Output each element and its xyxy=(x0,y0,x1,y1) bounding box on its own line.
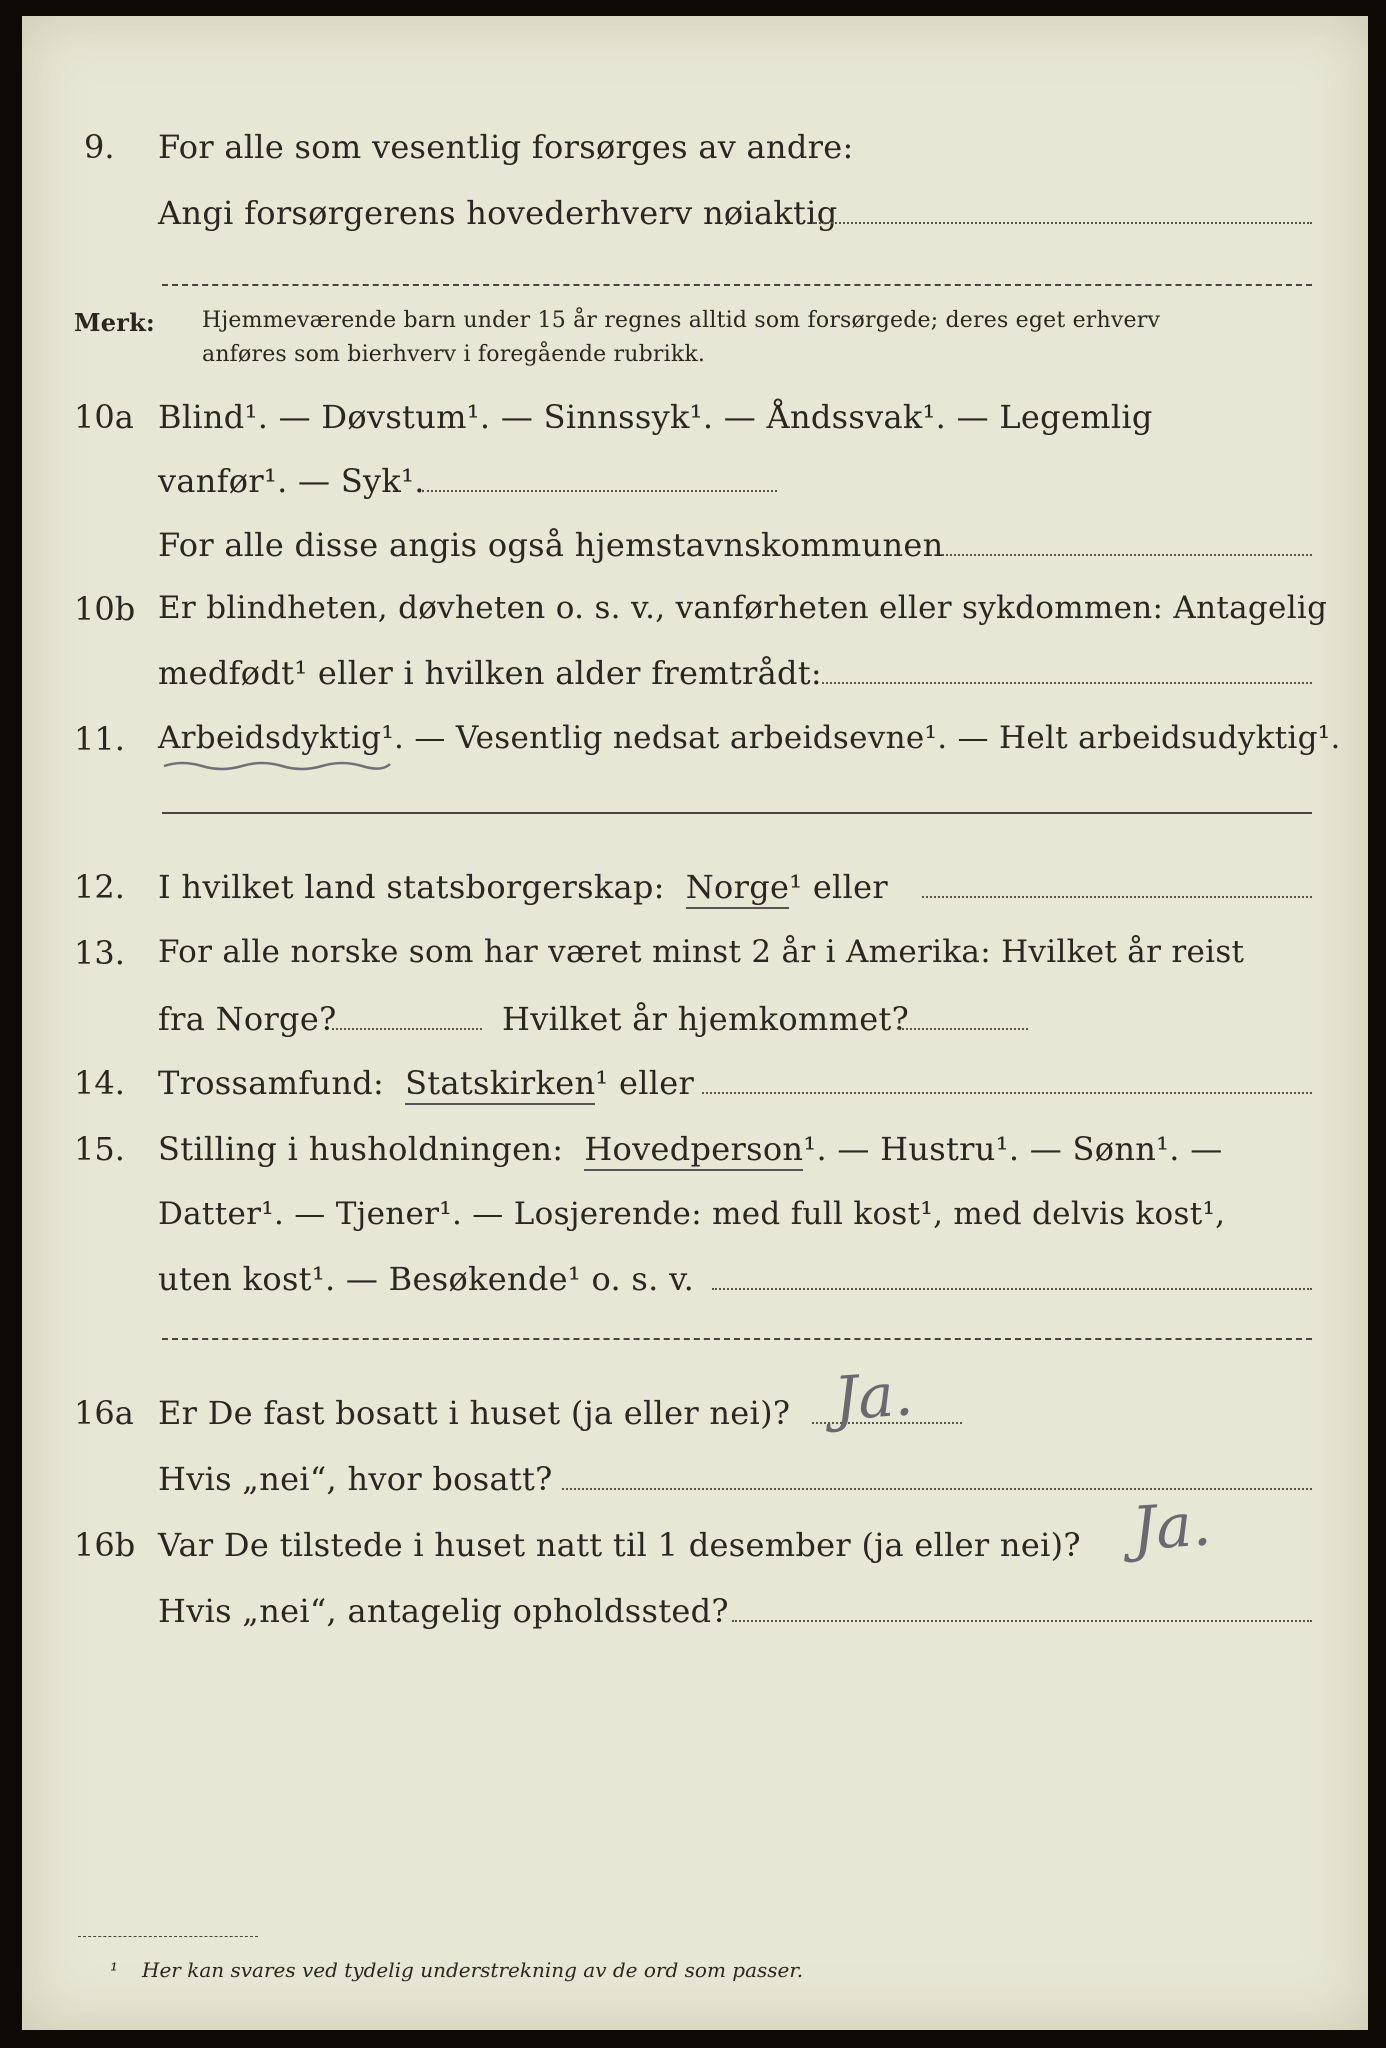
question-9-line-2: Angi forsørgerens hovederhverv nøiaktig xyxy=(158,194,838,232)
question-10a-number: 10a xyxy=(74,398,134,436)
question-12-suffix: ¹ eller xyxy=(789,868,888,906)
question-16b-number: 16b xyxy=(74,1526,136,1564)
question-11-divider xyxy=(162,812,1312,814)
question-15-number: 15. xyxy=(74,1130,125,1168)
census-form-page xyxy=(22,16,1368,2030)
note-label: Merk: xyxy=(74,308,155,337)
question-16a-handwritten-answer: Ja. xyxy=(831,1359,916,1435)
question-16b-line-2: Hvis „nei“, antagelig opholdssted? xyxy=(158,1592,729,1630)
question-16a-line-1: Er De fast bosatt i huset (ja eller nei)? xyxy=(158,1394,791,1432)
question-16a-number: 16a xyxy=(74,1394,134,1432)
question-9-answer-line-2[interactable] xyxy=(162,284,1312,286)
question-14-other-faith-field[interactable] xyxy=(702,1092,1312,1094)
question-16b-handwritten-answer: Ja. xyxy=(1129,1489,1214,1565)
question-10b-answer-field[interactable] xyxy=(822,682,1312,684)
question-11-line xyxy=(158,720,1341,756)
question-15-line-1-options: ¹. — Hustru¹. — Sønn¹. — xyxy=(803,1130,1223,1168)
question-16a-line-2: Hvis „nei“, hvor bosatt? xyxy=(158,1460,553,1498)
question-11-other-options: ¹. — Vesentlig nedsat arbeidsevne¹. — Helt arbeidsudyktig¹. xyxy=(381,720,1341,756)
footnote-mark: ¹ xyxy=(110,1958,119,1982)
question-9-number: 9. xyxy=(84,128,115,166)
option-statskirken[interactable]: Statskirken xyxy=(405,1064,595,1105)
question-15-line-3: uten kost¹. — Besøkende¹ o. s. v. xyxy=(158,1260,695,1298)
question-10b-line-1: Er blindheten, døvheten o. s. v., vanførheten eller sykdommen: Antagelig xyxy=(158,590,1328,626)
question-10a-line-1: Blind¹. — Døvstum¹. — Sinnssyk¹. — Åndssvak¹. — Legemlig xyxy=(158,398,1153,436)
handwritten-underline-arbeidsdyktig xyxy=(162,758,392,772)
footnote-text: Her kan svares ved tydelig understrekning av de ord som passer. xyxy=(142,1958,804,1982)
question-10a-line-3: For alle disse angis også hjemstavnskommunen xyxy=(158,526,944,564)
question-10a-home-municipality-field[interactable] xyxy=(942,554,1312,556)
question-10b-number: 10b xyxy=(74,590,136,628)
question-13-number: 13. xyxy=(74,934,125,972)
question-11-number: 11. xyxy=(74,720,125,758)
question-12-line xyxy=(158,868,888,906)
question-14-suffix: ¹ eller xyxy=(595,1064,695,1102)
option-arbeidsdyktig[interactable]: Arbeidsdyktig xyxy=(158,720,382,756)
question-15-prompt: Stilling i husholdningen: xyxy=(158,1130,564,1168)
question-9-answer-field[interactable] xyxy=(812,222,1312,224)
question-13-return-year-field[interactable] xyxy=(898,1028,1028,1030)
question-16b-whereabouts-field[interactable] xyxy=(732,1620,1312,1622)
question-10b-line-2: medfødt¹ eller i hvilken alder fremtrådt: xyxy=(158,654,822,692)
question-10a-sick-field[interactable] xyxy=(422,490,777,492)
question-10a-line-2: vanfør¹. — Syk¹. xyxy=(158,462,425,500)
question-15-line-2: Datter¹. — Tjener¹. — Losjerende: med full kost¹, med delvis kost¹, xyxy=(158,1196,1226,1232)
question-12-number: 12. xyxy=(74,868,125,906)
question-15-other-field[interactable] xyxy=(712,1288,1312,1290)
question-15-divider xyxy=(162,1338,1312,1340)
question-12-other-country-field[interactable] xyxy=(922,896,1312,898)
question-14-number: 14. xyxy=(74,1064,125,1102)
question-13-line-2b: Hvilket år hjemkommet? xyxy=(502,1000,910,1038)
option-hovedperson[interactable]: Hovedperson xyxy=(584,1130,803,1171)
question-12-prompt: I hvilket land statsborgerskap: xyxy=(158,868,665,906)
footnote-rule xyxy=(78,1936,258,1937)
question-14-prompt: Trossamfund: xyxy=(158,1064,385,1102)
note-line-1: Hjemmeværende barn under 15 år regnes alltid som forsørgede; deres eget erhverv xyxy=(202,308,1161,333)
option-norge[interactable]: Norge xyxy=(686,868,789,909)
question-9-line-1: For alle som vesentlig forsørges av andre: xyxy=(158,128,854,166)
question-13-line-1: For alle norske som har været minst 2 år i Amerika: Hvilket år reist xyxy=(158,934,1245,970)
question-13-line-2a: fra Norge? xyxy=(158,1000,337,1038)
question-16b-line-1: Var De tilstede i huset natt til 1 desember (ja eller nei)? xyxy=(158,1526,1081,1564)
note-line-2: anføres som bierhverv i foregående rubrikk. xyxy=(202,342,706,367)
question-13-departure-year-field[interactable] xyxy=(332,1028,482,1030)
question-14-line xyxy=(158,1064,694,1102)
question-15-line-1 xyxy=(158,1130,1223,1168)
